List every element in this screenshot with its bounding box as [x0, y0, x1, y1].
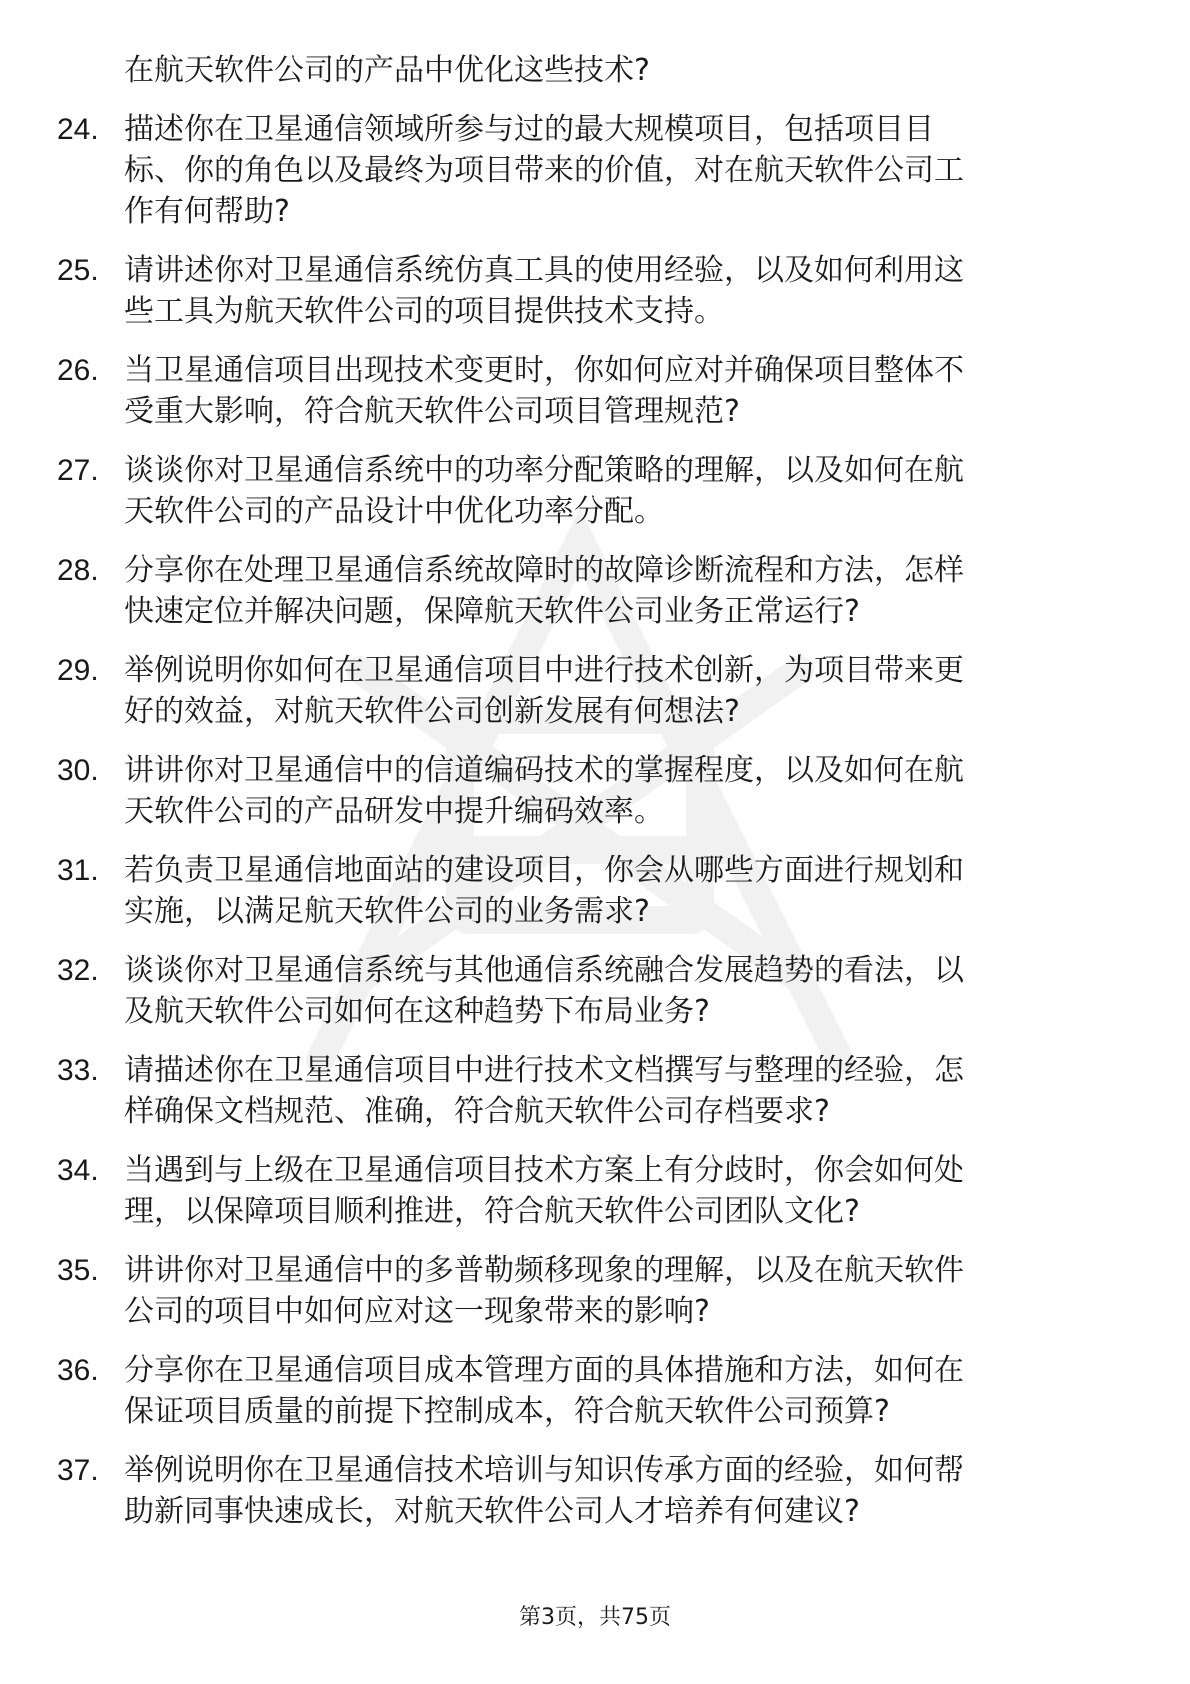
- question-text: 当卫星通信项目出现技术变更时，你如何应对并确保项目整体不 受重大影响，符合航天软件公司项目管理规范?: [124, 353, 964, 429]
- question-text: 请讲述你对卫星通信系统仿真工具的使用经验，以及如何利用这 些工具为航天软件公司的项目提供技术支持。: [124, 253, 964, 329]
- question-text: 分享你在卫星通信项目成本管理方面的具体措施和方法，如何在 保证项目质量的前提下控制成本，符合航天软件公司预算?: [124, 1353, 964, 1429]
- question-text: 请描述你在卫星通信项目中进行技术文档撰写与整理的经验，怎 样确保文档规范、准确，符合航天软件公司存档要求?: [124, 1053, 964, 1129]
- question-text: 若负责卫星通信地面站的建设项目，你会从哪些方面进行规划和 实施，以满足航天软件公司的业务需求?: [124, 853, 964, 929]
- question-item: [0, 1150, 1190, 1232]
- question-text: 讲讲你对卫星通信中的信道编码技术的掌握程度，以及如何在航 天软件公司的产品研发中提升编码效率。: [124, 753, 964, 829]
- question-number: 33.: [57, 1054, 99, 1087]
- question-number: 30.: [57, 754, 99, 787]
- question-text: 讲讲你对卫星通信中的多普勒频移现象的理解，以及在航天软件 公司的项目中如何应对这一现象带来的影响?: [124, 1253, 964, 1329]
- question-item: [0, 109, 1190, 232]
- question-text: 当遇到与上级在卫星通信项目技术方案上有分歧时，你会如何处 理，以保障项目顺利推进，符合航天软件公司团队文化?: [124, 1153, 964, 1229]
- question-number: 34.: [57, 1154, 99, 1187]
- question-number: 27.: [57, 454, 99, 487]
- continued-question-text: 在航天软件公司的产品中优化这些技术?: [124, 53, 650, 88]
- question-number: 31.: [57, 854, 99, 887]
- question-item: [0, 350, 1190, 432]
- question-number: 29.: [57, 654, 99, 687]
- question-item: [0, 650, 1190, 732]
- question-item: [0, 750, 1190, 832]
- question-number: 28.: [57, 554, 99, 587]
- page-footer: 第3页，共75页: [519, 1605, 671, 1630]
- question-text: 描述你在卫星通信领域所参与过的最大规模项目，包括项目目 标、你的角色以及最终为项目带来的价值，对在航天软件公司工 作有何帮助?: [124, 112, 964, 229]
- question-item: [0, 950, 1190, 1032]
- question-list: [0, 50, 1190, 1550]
- question-item: [0, 1350, 1190, 1432]
- question-text: 举例说明你如何在卫星通信项目中进行技术创新，为项目带来更 好的效益，对航天软件公司创新发展有何想法?: [124, 653, 964, 729]
- question-number: 35.: [57, 1254, 99, 1287]
- question-text: 分享你在处理卫星通信系统故障时的故障诊断流程和方法，怎样 快速定位并解决问题，保障航天软件公司业务正常运行?: [124, 553, 964, 629]
- question-number: 26.: [57, 354, 99, 387]
- question-item: [0, 550, 1190, 632]
- question-text: 举例说明你在卫星通信技术培训与知识传承方面的经验，如何帮 助新同事快速成长，对航天软件公司人才培养有何建议?: [124, 1453, 964, 1529]
- question-number: 36.: [57, 1354, 99, 1387]
- question-text: 谈谈你对卫星通信系统与其他通信系统融合发展趋势的看法，以 及航天软件公司如何在这种趋势下布局业务?: [124, 953, 964, 1029]
- question-item: [0, 850, 1190, 932]
- question-item: [0, 1250, 1190, 1332]
- question-item: [0, 1050, 1190, 1132]
- question-text: 谈谈你对卫星通信系统中的功率分配策略的理解，以及如何在航 天软件公司的产品设计中优化功率分配。: [124, 453, 964, 529]
- question-item: [0, 1450, 1190, 1532]
- question-number: 32.: [57, 954, 99, 987]
- question-item: [0, 250, 1190, 332]
- continued-question: [0, 50, 1190, 91]
- question-item: [0, 450, 1190, 532]
- question-number: 37.: [57, 1454, 99, 1487]
- question-number: 24.: [57, 113, 99, 146]
- question-number: 25.: [57, 254, 99, 287]
